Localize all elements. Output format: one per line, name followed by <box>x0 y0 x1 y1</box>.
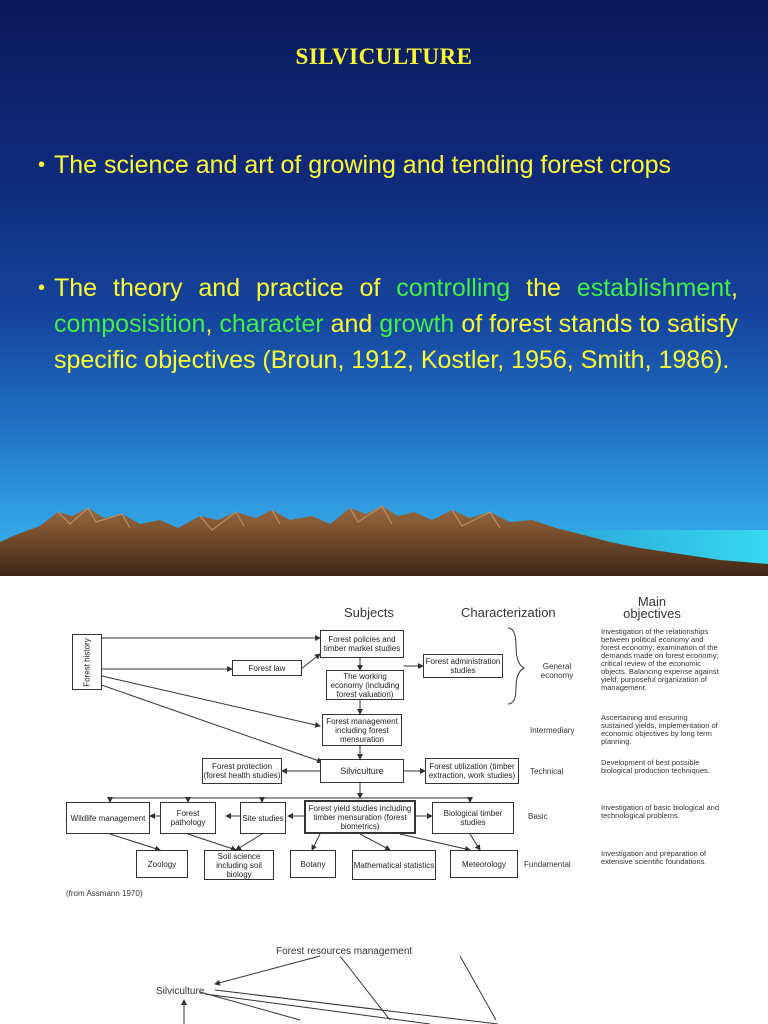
bullet-text <box>54 270 738 378</box>
box-forest-protection: Forest protection (forest health studies) <box>202 758 282 784</box>
text-segment: The theory and practice of <box>54 274 397 302</box>
header-characterization: Characterization <box>461 605 556 620</box>
highlight-word: composisition <box>54 310 206 338</box>
bullet-theory <box>38 270 738 378</box>
box-meteorology: Meteorology <box>450 850 518 878</box>
level-technical: Technical <box>530 767 564 776</box>
level-fundamental: Fundamental <box>524 860 571 869</box>
box-botany: Botany <box>290 850 336 878</box>
highlight-word: establishment <box>576 274 732 302</box>
highlight-word: controlling <box>396 274 511 302</box>
box-site-studies: Site studies <box>240 802 286 834</box>
box-administration: Forest administration studies <box>423 654 503 678</box>
diagram-source: (from Assmann 1970) <box>66 889 143 898</box>
text-segment: of forest stands to satisfy specific objectives (Broun, 1912, Kostler, 1956, Smith, 1986). <box>54 310 738 374</box>
level-general-economy: General economy <box>540 662 574 680</box>
objective-general: Investigation of the relationships between political economy and forest economy; examination of the demands made on forest economy; critical review of the economic objects. Balancing expense against yield; purposeful organization of management. <box>601 627 719 692</box>
box-biological-timber: Biological timber studies <box>432 802 514 834</box>
forestry-disciplines-diagram <box>0 576 768 1024</box>
box-zoology: Zoology <box>136 850 188 878</box>
box-forest-policies: Forest policies and timber market studies <box>320 630 404 658</box>
text-segment: the <box>510 274 577 302</box>
lower-silviculture-label: Silviculture <box>156 986 205 997</box>
lower-resources-label: Forest resources management <box>276 946 413 957</box>
header-objectives: Main objectives <box>623 594 681 621</box>
bullet-marker: • <box>38 277 46 299</box>
box-forest-pathology: Forest pathology <box>160 802 216 834</box>
bullet-marker: • <box>38 154 46 176</box>
bullet-definition <box>38 147 738 183</box>
level-intermediary: Intermediary <box>530 726 575 735</box>
text-segment: , <box>205 310 220 338</box>
text-segment: and <box>323 310 380 338</box>
box-working-economy: The working economy (including forest valuation) <box>326 670 404 700</box>
objective-basic: Investigation of basic biological and technological problems. <box>601 803 719 820</box>
mountain-landscape <box>0 490 768 576</box>
box-wildlife-management: Wildlife management <box>66 802 150 834</box>
highlight-word: growth <box>379 310 455 338</box>
objective-fundamental: Investigation and preparation of extensive scientific foundations. <box>601 849 707 866</box>
slide-title: SILVICULTURE <box>295 44 473 69</box>
level-basic: Basic <box>528 812 548 821</box>
objective-intermediary: Ascertaining and ensuring sustained yields, implementation of economic objectives by long term planning. <box>601 713 718 746</box>
box-mathematical-statistics: Mathematical statistics <box>352 850 436 880</box>
highlight-word: character <box>219 310 324 338</box>
box-forest-law: Forest law <box>232 660 302 676</box>
box-forest-utilization: Forest utilization (timber extraction, work studies) <box>425 758 519 784</box>
header-subjects: Subjects <box>344 605 394 620</box>
objective-technical: Development of best possible biological production techniques. <box>601 758 710 775</box>
box-forest-yield-studies: Forest yield studies including timber mensuration (forest biometrics) <box>304 800 416 834</box>
box-soil-science: Soil science including soil biology <box>204 850 274 880</box>
box-silviculture: Silviculture <box>320 759 404 783</box>
box-forest-history <box>72 634 102 690</box>
bullet-text: The science and art of growing and tending forest crops <box>54 151 672 179</box>
box-forest-management: Forest management including forest mensuration <box>322 714 402 746</box>
text-segment: , <box>731 274 738 302</box>
box-label: Forest history <box>82 637 92 687</box>
